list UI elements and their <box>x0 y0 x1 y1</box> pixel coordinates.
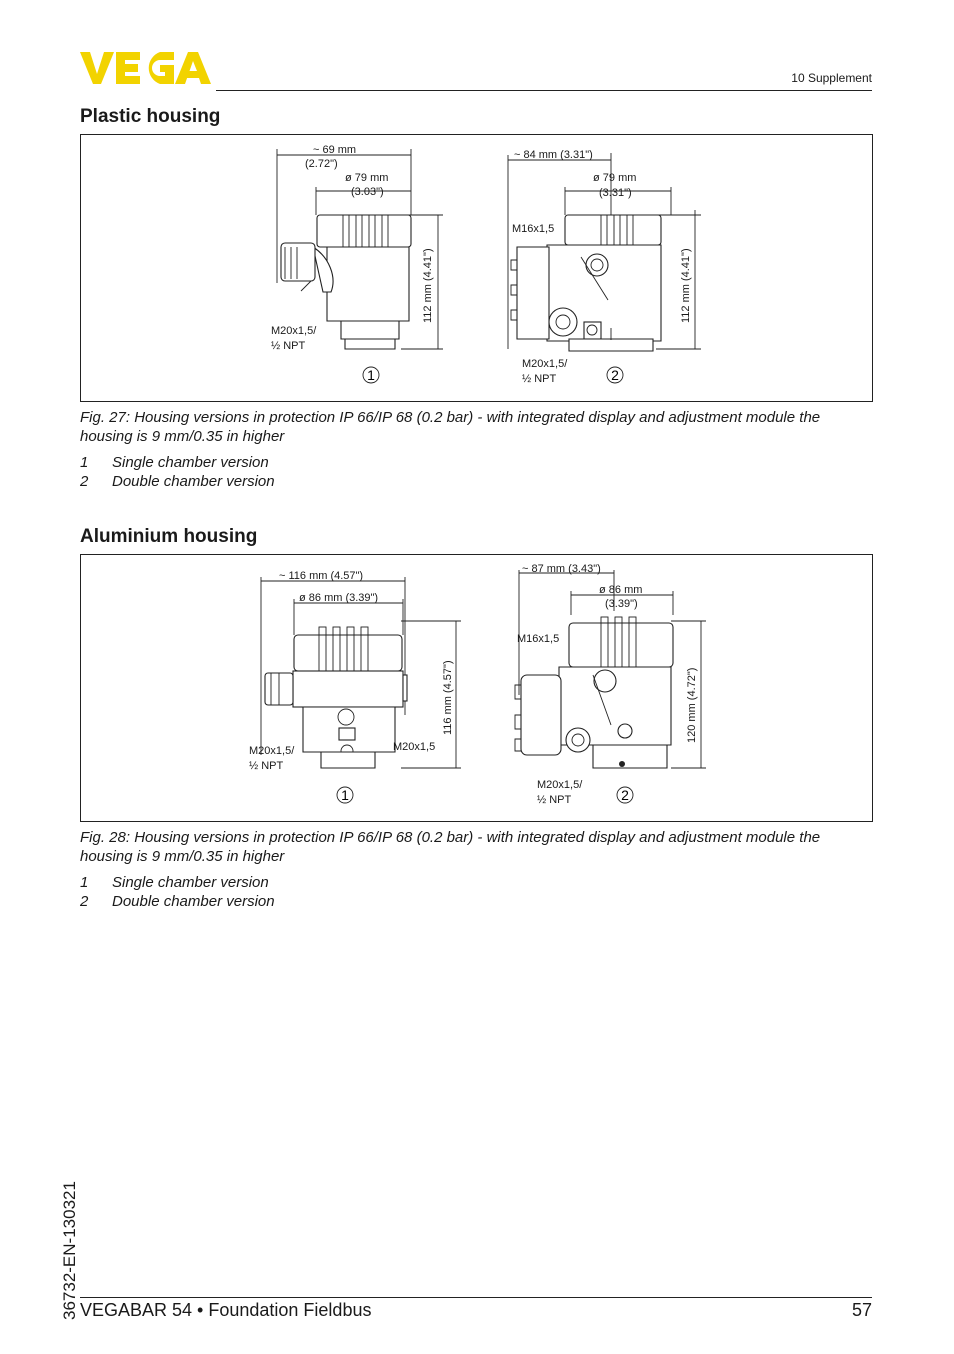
dim-text: (3.39") <box>605 598 638 610</box>
dim-text: M16x1,5 <box>517 633 560 645</box>
dim-text: 112 mm (4.41") <box>422 248 434 323</box>
dim-text: ø 86 mm <box>599 584 643 596</box>
legend-item: 1 Single chamber version <box>80 454 269 471</box>
heading-aluminium-housing: Aluminium housing <box>80 526 258 547</box>
figure-legend <box>80 453 275 491</box>
dim-text: ½ NPT <box>522 373 557 385</box>
callout-1: 1 <box>367 367 375 383</box>
footer-title: VEGABAR 54 • Foundation Fieldbus <box>80 1300 372 1320</box>
legend-item: 2 Double chamber version <box>80 893 275 910</box>
dim-text: ½ NPT <box>249 760 284 772</box>
dim-text: (3.03") <box>351 186 384 198</box>
legend-item: 2 Double chamber version <box>80 473 275 490</box>
dim-text: M16x1,5 <box>512 223 555 235</box>
dim-text: (2.72") <box>305 158 338 170</box>
figure-legend <box>80 873 275 911</box>
figure-caption: Fig. 27: Housing versions in protection IP 66/IP 68 (0.2 bar) - with integrated display and adjustment module the housing is 9 mm/0.35 in higher <box>80 409 821 445</box>
dim-text: M20x1,5 <box>393 741 436 753</box>
document-id: 36732-EN-130321 <box>60 1181 79 1320</box>
heading-plastic-housing: Plastic housing <box>80 106 221 127</box>
dim-text: ~ 116 mm (4.57") <box>279 570 364 582</box>
page-number: 57 <box>851 1300 872 1320</box>
dim-text: ø 79 mm <box>345 172 389 184</box>
dim-text: ø 79 mm <box>593 172 637 184</box>
aluminium-housing-drawing <box>81 555 872 821</box>
callout-1: 1 <box>341 787 349 803</box>
dim-text: ~ 84 mm (3.31") <box>514 149 593 161</box>
dim-text: 112 mm (4.41") <box>680 248 692 323</box>
plastic-housing-drawing <box>81 135 872 401</box>
legend-item: 1 Single chamber version <box>80 874 269 891</box>
figure-aluminium-housing <box>80 554 873 822</box>
figure-plastic-housing <box>80 134 873 402</box>
single-chamber-drawing <box>261 577 461 768</box>
callout-2: 2 <box>621 787 629 803</box>
dim-text: ø 86 mm (3.39") <box>299 592 379 604</box>
dim-text: M20x1,5/ <box>522 358 568 370</box>
dim-text: (3.31") <box>599 187 632 199</box>
section-label: 10 Supplement <box>791 71 872 85</box>
dim-text: 116 mm (4.57") <box>442 660 454 735</box>
dim-text: 120 mm (4.72") <box>686 667 698 743</box>
figure-caption: Fig. 28: Housing versions in protection IP 66/IP 68 (0.2 bar) - with integrated display and adjustment module the housing is 9 mm/0.35 in higher <box>80 829 821 865</box>
vega-logo <box>80 50 212 86</box>
callout-2: 2 <box>611 367 619 383</box>
dim-text: M20x1,5/ <box>249 745 295 757</box>
dim-text: ~ 69 mm <box>313 144 357 156</box>
dim-text: M20x1,5/ <box>271 325 317 337</box>
dim-text: ½ NPT <box>537 794 572 806</box>
dim-text: ~ 87 mm (3.43") <box>522 563 601 575</box>
dim-text: M20x1,5/ <box>537 779 583 791</box>
dim-text: ½ NPT <box>271 340 306 352</box>
header-rule <box>216 90 872 91</box>
footer-rule <box>80 1297 872 1298</box>
